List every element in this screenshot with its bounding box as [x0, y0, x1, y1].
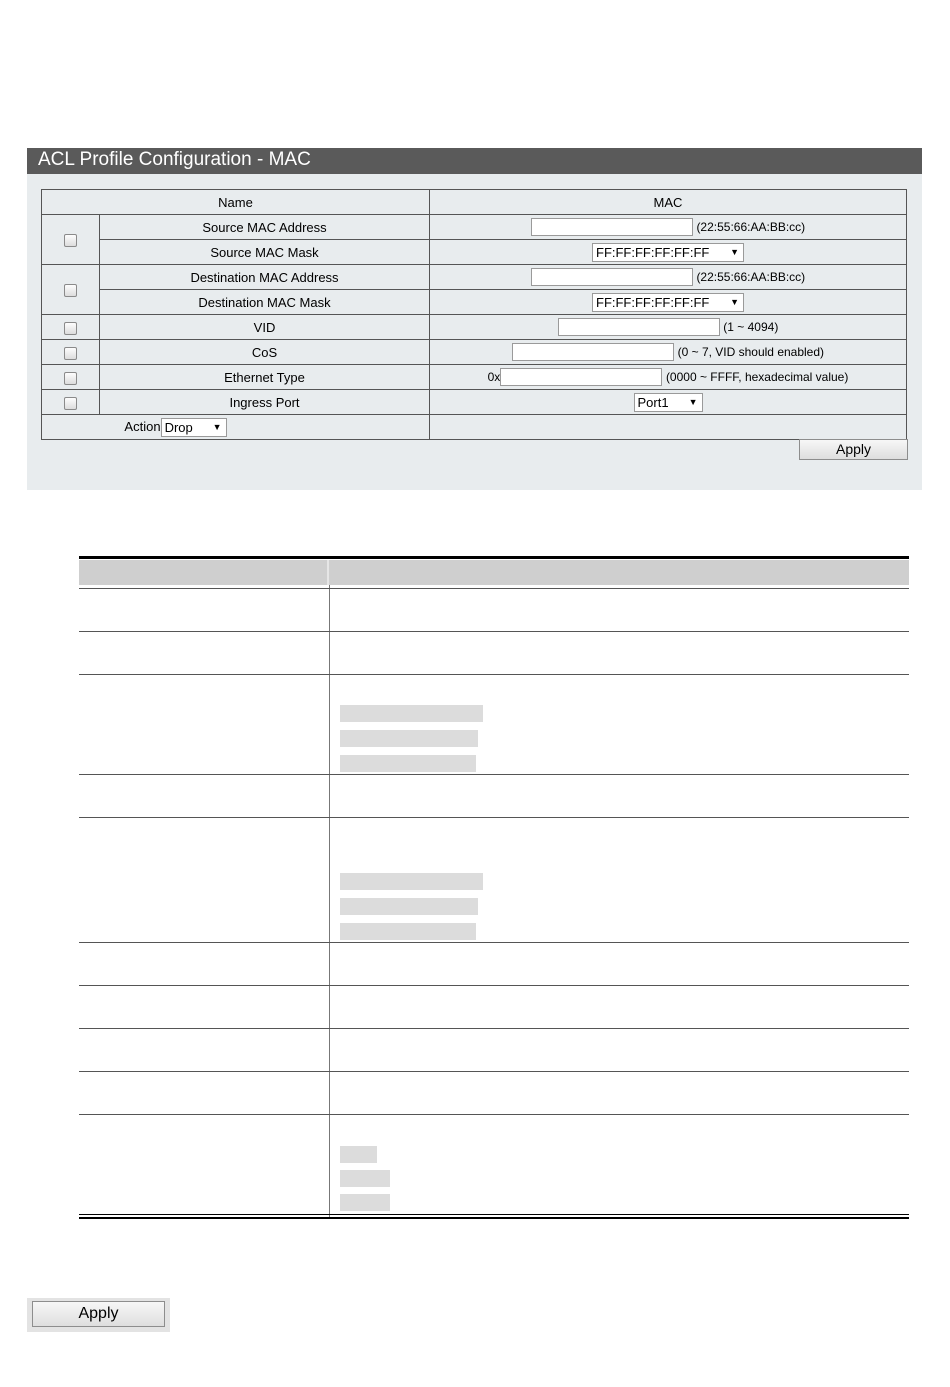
ethernet-type-input[interactable]	[500, 368, 662, 386]
redacted-option	[340, 898, 478, 915]
column-divider	[329, 585, 330, 1217]
row-divider	[79, 942, 909, 943]
header-mac: MAC	[430, 190, 907, 215]
dropdown-arrow-icon: ▼	[730, 296, 739, 307]
source-mac-hint: (22:55:66:AA:BB:cc)	[696, 220, 806, 234]
dropdown-arrow-icon: ▼	[688, 396, 698, 407]
vid-input[interactable]	[558, 318, 720, 336]
destination-mac-checkbox[interactable]	[64, 284, 77, 297]
ingress-port-value: Port1	[637, 394, 669, 410]
table-header	[79, 560, 909, 585]
row-divider	[79, 588, 909, 589]
destination-mac-input[interactable]	[531, 268, 693, 286]
acl-config-table	[41, 189, 907, 440]
row-divider	[79, 674, 909, 675]
destination-mask-label: Destination MAC Mask	[100, 290, 430, 315]
source-mask-label: Source MAC Mask	[100, 240, 430, 265]
row-divider	[79, 817, 909, 818]
ingress-port-select[interactable]	[634, 393, 703, 412]
action-label: Action	[124, 419, 161, 435]
redacted-option	[340, 1194, 390, 1211]
ethernet-type-hint: (0000 ~ FFFF, hexadecimal value)	[665, 370, 849, 384]
redacted-option	[340, 1146, 377, 1163]
source-mac-input[interactable]	[531, 218, 693, 236]
ingress-port-label: Ingress Port	[100, 390, 430, 415]
row-divider	[79, 631, 909, 632]
destination-mask-value: FF:FF:FF:FF:FF:FF	[596, 294, 710, 310]
ethernet-type-prefix: 0x	[487, 370, 501, 384]
table-bottom-border	[79, 1214, 909, 1215]
row-divider	[79, 985, 909, 986]
bottom-apply-button[interactable]: Apply	[32, 1301, 165, 1327]
row-divider	[79, 774, 909, 775]
acl-profile-panel	[27, 148, 922, 490]
row-divider	[79, 1071, 909, 1072]
apply-button[interactable]: Apply	[799, 439, 908, 460]
cos-hint: (0 ~ 7, VID should enabled)	[677, 345, 825, 359]
ethernet-type-checkbox[interactable]	[64, 372, 77, 385]
redacted-option	[340, 873, 483, 890]
ingress-port-checkbox[interactable]	[64, 397, 77, 410]
description-table	[79, 556, 909, 1220]
destination-mac-hint: (22:55:66:AA:BB:cc)	[696, 270, 806, 284]
row-divider	[79, 1028, 909, 1029]
panel-title: ACL Profile Configuration - MAC	[27, 148, 922, 174]
vid-label: VID	[100, 315, 430, 340]
cos-label: CoS	[100, 340, 430, 365]
redacted-option	[340, 923, 476, 940]
row-divider	[79, 1114, 909, 1115]
vid-checkbox[interactable]	[64, 322, 77, 335]
source-mac-label: Source MAC Address	[100, 215, 430, 240]
table-top-border	[79, 556, 909, 559]
header-name: Name	[42, 190, 430, 215]
dropdown-arrow-icon: ▼	[730, 246, 739, 257]
source-mac-checkbox[interactable]	[64, 234, 77, 247]
ethernet-type-label: Ethernet Type	[100, 365, 430, 390]
source-mask-value: FF:FF:FF:FF:FF:FF	[596, 244, 710, 260]
cos-input[interactable]	[512, 343, 674, 361]
dropdown-arrow-icon: ▼	[212, 421, 222, 432]
source-mask-select[interactable]	[592, 243, 744, 262]
redacted-option	[340, 730, 478, 747]
redacted-option	[340, 705, 483, 722]
apply-button-area	[27, 1298, 170, 1332]
table-bottom-border	[79, 1217, 909, 1219]
destination-mask-select[interactable]	[592, 293, 744, 312]
action-select[interactable]	[161, 418, 227, 437]
action-value: Drop	[164, 419, 193, 435]
vid-hint: (1 ~ 4094)	[723, 320, 779, 334]
cos-checkbox[interactable]	[64, 347, 77, 360]
redacted-option	[340, 1170, 390, 1187]
destination-mac-label: Destination MAC Address	[100, 265, 430, 290]
redacted-option	[340, 755, 476, 772]
